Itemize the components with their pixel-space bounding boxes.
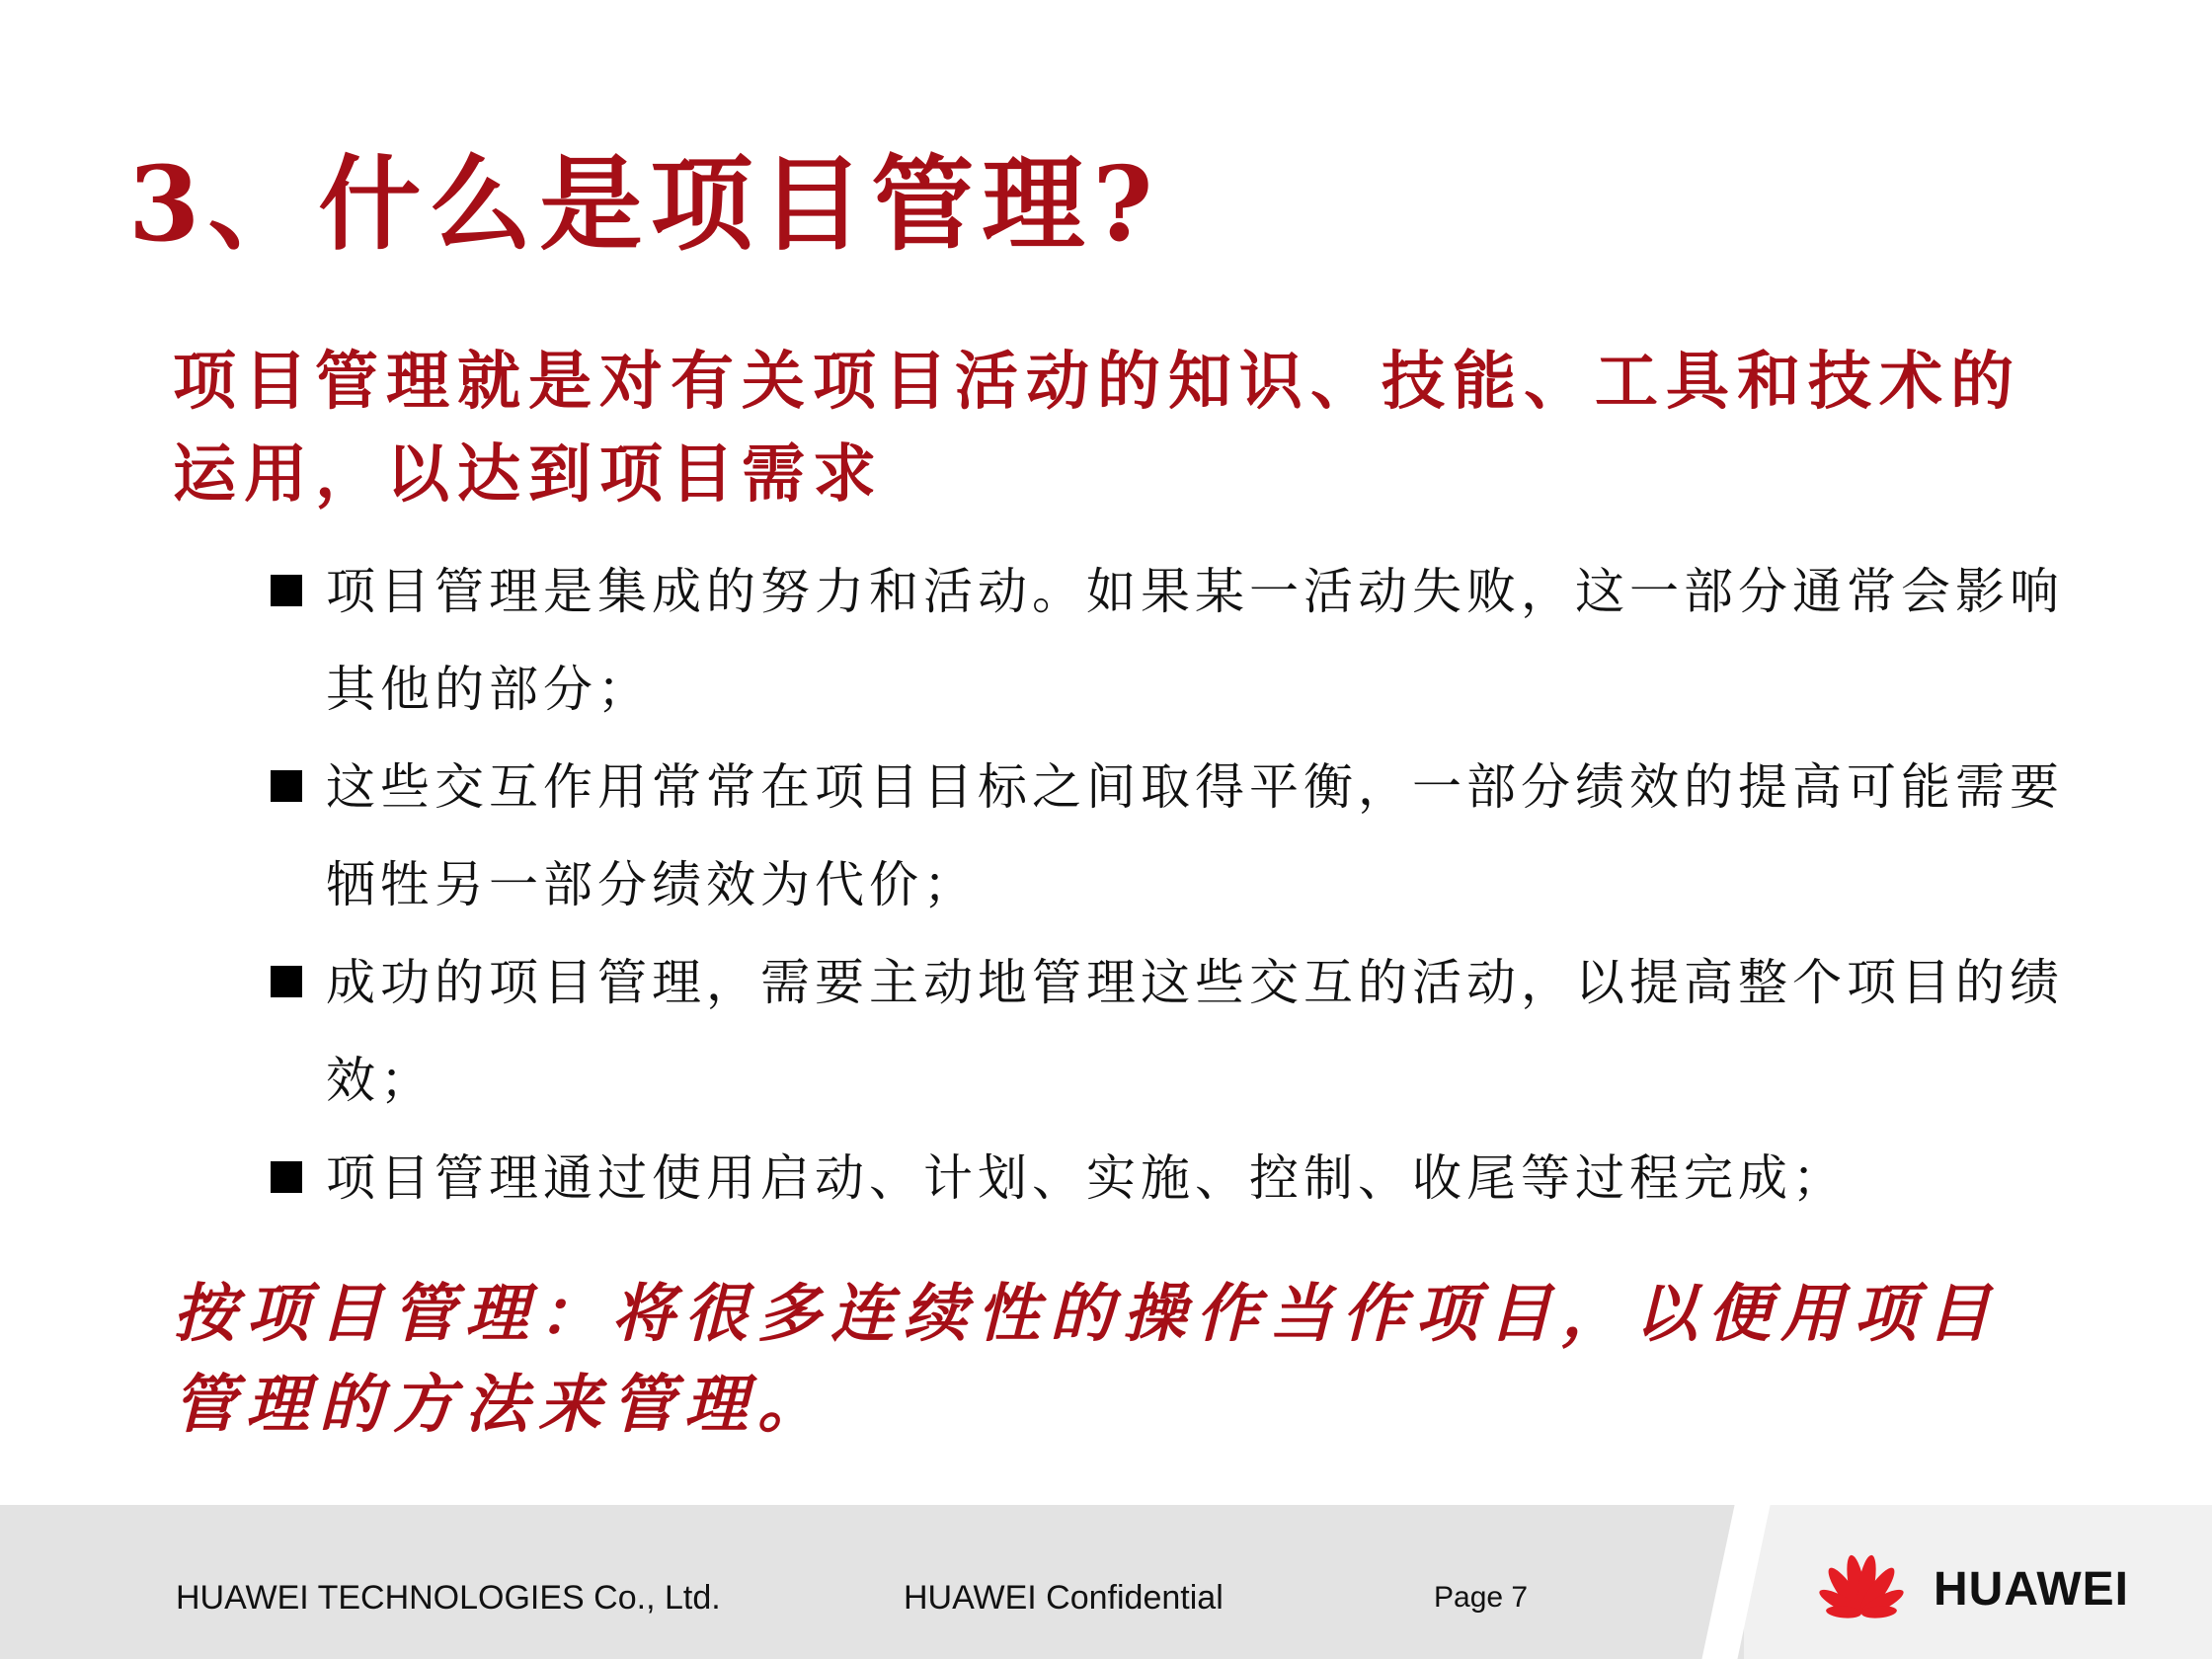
bullet-item	[267, 1130, 2074, 1227]
definition-text: 项目管理就是对有关项目活动的知识、技能、工具和技术的运用，以达到项目需求	[173, 345, 2021, 512]
square-bullet-icon	[271, 575, 302, 606]
closing-statement: 按项目管理：将很多连续性的操作当作项目，以便用项目管理的方法来管理。	[173, 1277, 2000, 1442]
huawei-logo	[1807, 1544, 2163, 1623]
huawei-petal-icon	[1807, 1544, 1916, 1623]
square-bullet-icon	[271, 770, 302, 802]
square-bullet-icon	[271, 1161, 302, 1193]
bullet-text: 项目管理通过使用启动、计划、实施、控制、收尾等过程完成；	[326, 1149, 1847, 1207]
footer-bar	[0, 1505, 2212, 1659]
footer-company: HUAWEI TECHNOLOGIES Co., Ltd.	[176, 1579, 721, 1617]
square-bullet-icon	[271, 966, 302, 997]
huawei-logo-text: HUAWEI	[1934, 1563, 2129, 1616]
slide-title: 3、什么是项目管理?	[128, 143, 1161, 265]
bullet-list	[267, 543, 2074, 1227]
bullet-item	[267, 543, 2074, 739]
bullet-item	[267, 934, 2074, 1130]
footer-confidential: HUAWEI Confidential	[904, 1579, 1224, 1617]
bullet-text: 成功的项目管理，需要主动地管理这些交互的活动，以提高整个项目的绩效；	[326, 954, 2064, 1109]
page-number: Page 7	[1434, 1581, 1529, 1614]
bullet-text: 项目管理是集成的努力和活动。如果某一活动失败，这一部分通常会影响其他的部分；	[326, 563, 2064, 718]
bullet-item	[267, 739, 2074, 934]
bullet-text: 这些交互作用常常在项目目标之间取得平衡，一部分绩效的提高可能需要牺牲另一部分绩效为代价；	[326, 758, 2064, 913]
